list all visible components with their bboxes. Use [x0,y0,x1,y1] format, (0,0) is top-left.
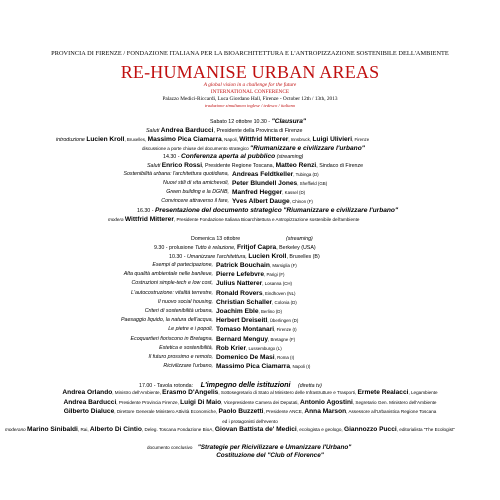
venue-line: Palazzo Medici-Riccardi, Luca Giordano Hall, Firenze - October 12th / 13th, 2013 [162,96,338,102]
day2-talk-speaker-place: , Firenze (I) [274,327,297,333]
day1-date-time: Sabato 12 ottobre 10.30 - [210,119,271,125]
participant-name: Anna Marson [304,408,347,415]
day2-umanizzare-name: Lucien Kroll [248,253,287,260]
day2-talk-speaker-name: Joachim Eble [216,308,259,315]
day1-talk-topic: Green building e la DGNB, [166,189,229,195]
day2-talk-speaker-name: Rob Krier [216,344,247,352]
day2-talk-speaker-name: Tomaso Montanari [216,326,275,334]
day2-talk-speaker [216,308,282,315]
day2-umanizzare-line [169,253,320,260]
round-table-row [0,399,500,406]
day2-talk-speaker [216,290,296,297]
club-line: Costituzione del "Club of Florence" [216,452,324,459]
day2-talk-speaker-name: Bernard Menguy [216,335,269,343]
day1-talk-speaker [232,180,327,187]
day2-talk-speaker-place: , Bretagne (F) [268,336,296,342]
day2-table-title: L'impegno delle istituzioni [200,380,291,389]
day1-intro-line [56,136,369,143]
day1-saluti2-b-role: , Sindaco di Firenze [316,163,364,169]
moderator-name: Alberto Di Cintio [89,426,142,433]
day1-talk-speaker-place: , Kassel (D) [282,190,306,195]
day2-talk-speaker-name: Julius Natterer [216,280,263,288]
day2-talk-speaker-place: , Lussemburgo (L) [246,345,282,351]
day2-talk-topic: L'autocostruzione: vitalità terrestre, [131,289,213,296]
day2-talk-speaker-place: , Napoli (I) [290,364,311,370]
moderator-role: , editorialista "The Ecologist" [396,427,455,432]
day2-talk-topic: Esempi di partecipazione, [152,262,213,268]
participant-name: Luigi Di Maio [180,398,222,406]
day2-talk-speaker-name: Pierre Lefebvre [216,271,265,279]
day1-talk-topic: Convincere attraverso il fare, [161,198,229,204]
day2-talk-topic: Ricivilizzare l'urbano, [163,363,213,370]
moderator-name: Marino Sinibaldi [26,426,78,433]
day1-saluti2-line [147,162,363,169]
day1-presentation-doc: "Riumanizzare e civilizzare l'urbano" [283,207,399,214]
day2-prolusione-place: , Berkeley (USA) [276,245,316,251]
intro-speaker-3: Wittfrid Mitterer [239,136,289,143]
day2-talk-speaker-place: , Eindhoven (NL) [262,290,296,296]
day2-talk-speaker-place: , Colonia (D) [272,299,297,305]
day2-talk-speaker-name: Domenico De Masi [216,354,275,361]
conference-label: INTERNATIONAL CONFERENCE [210,89,290,95]
day2-talk-speaker [216,271,285,278]
day1-saluti-label: Saluti [146,128,160,134]
day1-talk-speaker-place: , Tubinga (D) [293,172,319,177]
participant-role: , Presidente Provincia Firenze, [116,399,179,405]
day2-talk-speaker [216,363,310,370]
participant-role: , Segretario Gen. Ministero dell'Ambiente [352,399,437,405]
day1-talk-speaker-name: Yves Albert Dauge [232,198,290,205]
day2-prolusione-time: 9.30 - prolusione [154,245,194,251]
day2-prolusione-name: Fritjof Capra [236,244,277,251]
day2-talk-speaker [216,326,297,333]
day2-prolusione-topic: Tutto è relazione, [194,245,236,251]
day2-talk-topic: Ecoquartieri fioriscono in Bretagna, [130,335,213,342]
day1-conference-line [163,153,303,160]
participant-name: Andrea Orlando [62,389,113,396]
day2-talk-speaker-place: , Überlingen (D) [267,318,299,324]
day2-talk-speaker [216,336,295,343]
day1-moderator-role: , Presidente Fondazione Italiana Bioarchitettura e Antropizzazione sostenibile dell'ambiente [173,217,360,222]
moderator-name: Giovan Battista de' Medici [214,426,297,433]
day1-talk-speaker-name: Manfred Hegger [232,189,283,196]
day1-intro-label: introduzione [56,137,85,143]
participant-name: Erasmo D'Angelis [162,389,219,396]
day1-talk-speaker [232,198,313,205]
day2-talk-topic: Paesaggio liquido, la natura dell'acqua, [120,317,213,324]
day2-talk-topic: Le pietre e i popoli, [168,326,213,333]
day2-date: Domenica 13 ottobre [191,236,241,242]
day2-talk-speaker [216,280,292,287]
intro-speaker-1: Lucien Kroll [86,136,125,143]
day1-conf-title: Conferenza aperta al pubblico [180,153,276,160]
day1-presentation-title: Presentazione del documento strategico [154,207,282,214]
day2-talk-speaker-name: Massimo Pica Ciamarra [216,363,291,371]
intro-place-3: , Innsbruck, [288,137,312,142]
day2-talk-speaker-name: Christian Schaller [216,298,273,306]
day2-talk-topic: Il nuovo social housing, [157,298,213,305]
moderator-role: , ecologista e geologo, [296,427,343,432]
day2-talk-speaker-name: Patrick Bouchain [216,262,270,269]
organizers-line: PROVINCIA DI FIRENZE / FONDAZIONE ITALIANA PER LA BIOARCHITETTURA E L'ANTROPIZZAZIONE SOSTENIBILE DELL'AMBIENTE [51,50,449,57]
day2-talk-speaker [216,354,294,361]
moderator-role: , Rai, [77,427,89,432]
day1-moderator-label: modera [108,217,124,222]
day1-saluti2-a-role: , Presidente Regione Toscana, [202,163,275,169]
day2-talk-topic: Il futuro prossimo e remoto, [148,354,213,360]
round-table-row [0,389,500,396]
participant-role: , Ministro dell'Ambiente, [112,390,161,395]
day1-saluti2-a-name: Enrico Rossi [161,162,203,169]
day1-session-title: "Clausura" [271,118,307,125]
day2-talk-topic: Criteri di sostenibilità urbana, [144,308,213,314]
intro-speaker-2: Massimo Pica Ciamarra [147,136,222,143]
page-title: RE-HUMANISE URBAN AREAS [120,62,380,82]
day2-talk-speaker-name: Ronald Rovers [216,289,263,297]
day2-talk-topic: Costruzioni simple-tech e low cost, [131,280,213,287]
day1-session-line [210,118,306,125]
day1-saluti-line [146,127,302,134]
day2-talk-speaker-place: , Roma (I) [274,355,295,360]
day1-saluti-name: Andrea Barducci [160,127,214,134]
day1-saluti2-b-name: Matteo Renzi [275,162,317,169]
day2-talk-speaker [216,345,282,352]
participant-name: Andrea Barducci [63,398,117,406]
day2-talk-speaker [216,317,298,324]
subtitle: A global vision in a challenge for the future [203,82,297,88]
day1-talk-topic: Nuovi stili di vita amichevoli, [163,180,229,186]
day2-moderator-label: moderano [5,427,26,432]
closing-line [147,444,351,451]
closing-doc: "Strategie per Ricivilizzare e Umanizzare l'Urbano" [197,444,352,451]
day2-umanizzare-place: , Bruxelles (B) [286,254,320,260]
day1-moderator-name: Wittfrid Mitterer [124,216,174,223]
day2-table-streaming: (diretta tv) [298,383,322,389]
day2-talk-speaker-place: , Losanna (CH) [262,281,292,287]
moderator-name: Giannozzo Pucci [343,426,397,433]
day2-table-line [139,380,322,389]
day1-talk-topic: Sostenibilità urbana: l'architettura quotidiana, [123,171,229,177]
participant-name: Gilberto Dialuce [63,408,115,415]
day1-talk-speaker-name: Peter Blundell Jones [232,180,298,187]
day2-talk-speaker [216,299,297,306]
intro-place-4: , Firenze [352,137,370,142]
day1-presentation-line [137,207,398,214]
day2-table-time: 17.00 - Tavola rotonda: [139,383,194,389]
participant-role: , Vicepresidente Camera dei Deputati, [221,399,299,405]
day1-discussion-doc: "Riumanizzare e civilizzare l'urbano" [250,145,365,152]
day1-presentation-time: 16.30 - [137,208,154,214]
intro-place-1: , Bruxelles, [124,137,147,142]
day1-talk-speaker-name: Andreas Feldtkeller [232,171,294,178]
day1-saluti2-label: Saluti [147,163,161,169]
day2-date-streaming: (streaming) [286,236,313,242]
day2-prolusione-line [154,244,316,251]
day2-moderators [27,427,455,432]
day1-saluti-role: , Presidente della Provincia di Firenze [213,128,303,134]
participant-role: , Assessore all'Urbanistica Regione Toscana [346,409,437,414]
day1-conf-streaming: (streaming) [276,154,304,160]
participant-role: , Presidente ANCE, [263,409,304,414]
participant-role: , Sottosegretario di Stato al Ministero delle Infrastrutture e Trasporti, [218,390,357,395]
day1-conf-time: 14.30 - [163,154,180,160]
day2-umanizzare-topic: Umanizzare l'architettura, [186,254,247,260]
participant-role: , Direttore Generale Ministero Attività Economiche, [114,409,218,414]
translation-note: traduzione simultanea inglese / tedesco / italiano [204,103,296,108]
day2-date-line [191,236,240,242]
day1-talk-speaker-place: , Chinon (F) [289,199,313,204]
participant-name: Paolo Buzzetti [218,408,264,415]
intro-place-2: , Napoli, [221,137,238,142]
day2-talk-speaker-place: , Berlino (D) [258,309,282,314]
day2-talk-topic: Alta qualità ambientale nelle banlieue, [123,271,213,278]
moderator-role: , Deleg. Toscana Fondazione BioA, [141,427,214,432]
day2-moderators-line [5,426,455,433]
day1-moderator-line [108,216,359,223]
day2-talk-speaker [216,262,297,269]
day1-talk-speaker [232,171,319,178]
day1-talk-speaker [232,189,305,196]
day2-talk-speaker-place: , Parigi (F) [264,272,285,278]
day1-discussion-text: discussione a porte chiuse del documento strategico [142,146,249,151]
day1-discussion-line [142,145,365,152]
day2-talk-topic: Estetica e sostenibilità, [159,344,213,351]
day2-umanizzare-time: 10.30 - [169,254,186,260]
intro-speaker-4: Luigi Ulivieri [312,136,353,143]
day2-talk-speaker-name: Herbert Dreiseitl [216,317,268,325]
participant-name: Ermete Realacci [357,389,409,396]
day2-talk-speaker-place: , Marsiglia (F) [269,263,297,268]
round-table-row [0,408,500,415]
closing-label: documento conclusivo [147,445,193,450]
participant-role: , Legambiente [408,390,438,395]
day1-talk-speaker-place: , Sheffield (GB) [297,181,328,186]
participant-name: Antonio Agostini [300,398,353,406]
protagonists-line: ed i protagonisti dell'evento [222,419,278,424]
